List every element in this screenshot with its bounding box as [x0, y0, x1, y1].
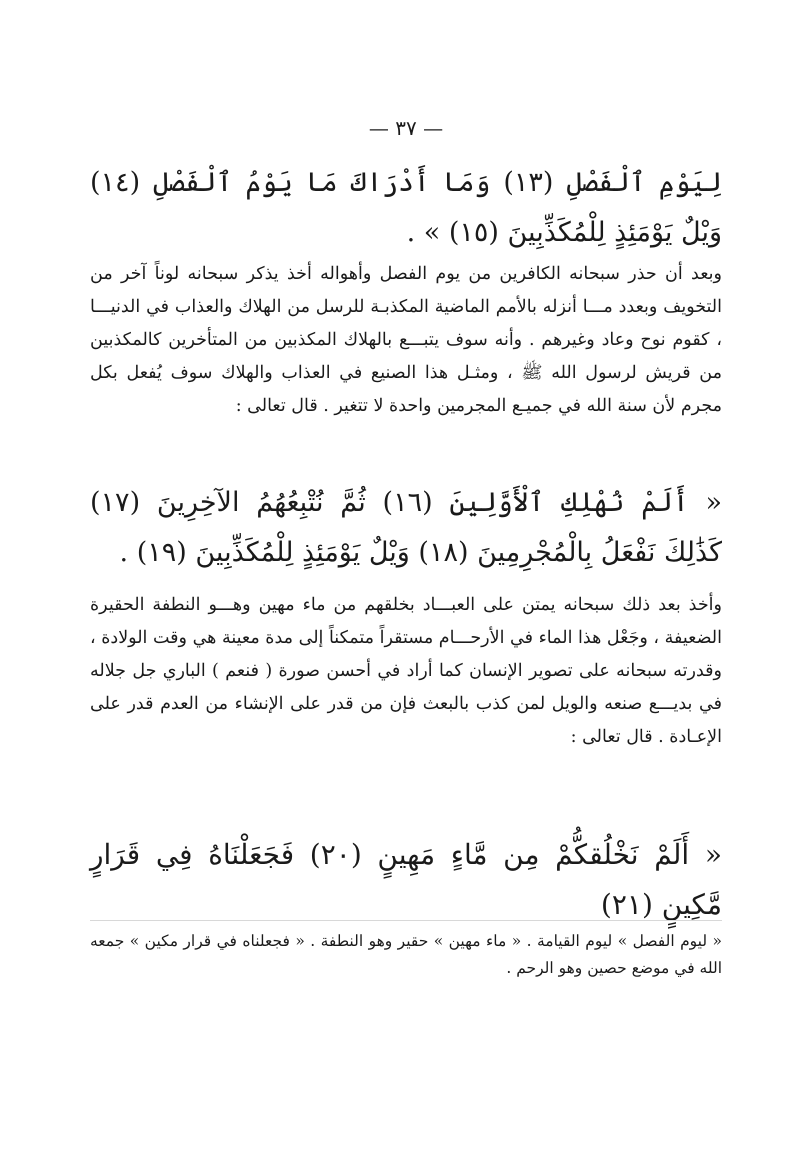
commentary-paragraph-1: وبعد أن حذر سبحانه الكافرين من يوم الفصل وأهواله أخذ يذكر سبحانه لوناً آخر من التخويف وبعدد مـــا أنزله بالأمم الماضية المكذبـة للرسل من الهلاك والعذاب في الدنيـــا ، كقوم نوح وعاد وغيرهم . وأنه سوف يتبـــع بالهلاك المكذبين من المتأخرين كالمكذبين من قريش لرسول الله ﷺ ، ومثـل هذا الصنيع في العذاب والهلاك سوف يُفعل بكل مجرم لأن سنة الله في جميـع المجرمين واحدة لا تتغير . قال تعالى :	[90, 264, 722, 416]
footnote: « ليوم الفصل » ليوم القيامة . « ماء مهين » حقير وهو النطفة . « فجعلناه في قرار مكين » جمعه الله في موضع حصين وهو الرحم .	[90, 932, 722, 977]
page-number: — ٣٧ —	[368, 116, 444, 140]
quran-verse-16-19: « أَلَمْ نُهْلِكِ ٱلْأَوَّلِينَ (١٦) ثُمَّ نُتْبِعُهُمُ الآخِرِينَ (١٧) كَذَٰلِكَ نَفْعَلُ بِالْمُجْرِمِينَ (١٨) وَيْلٌ يَوْمَئِذٍ لِلْمُكَذِّبِينَ (١٩) .	[90, 487, 722, 568]
quran-verse-20-21: « أَلَمْ نَخْلُقكُّمْ مِن مَّاءٍ مَهِينٍ (٢٠) فَجَعَلْنَاهُ فِي قَرَارٍ مَّكِينٍ (٢١)	[90, 838, 722, 921]
commentary-paragraph-2: وأخذ بعد ذلك سبحانه يمتن على العبـــاد بخلقهم من ماء مهين وهـــو النطفة الحقيرة الضعيفة ، وجَعْل هذا الماء في الأرحـــام مستقراً متمكناً إلى مدة معينة هي وقت الولادة ، وقدرته سبحانه على تصوير الإنسان كما أراد في أحسن صورة ( فنعم ) الباري جل جلاله في بديـــع صنعه والويل لمن كذب بالبعث فإن من قدر على الإنشاء من العدم قدر على الإعـادة . قال تعالى :	[90, 595, 722, 747]
footnote-divider	[90, 920, 722, 921]
quran-verse-13-15: لِيَوْمِ ٱلْفَصْلِ (١٣) وَمَا أَدْرَاكَ مَا يَوْمُ ٱلْفَصْلِ (١٤) وَيْلٌ يَوْمَئِذٍ لِلْمُكَذِّبِينَ (١٥) » .	[90, 167, 722, 248]
